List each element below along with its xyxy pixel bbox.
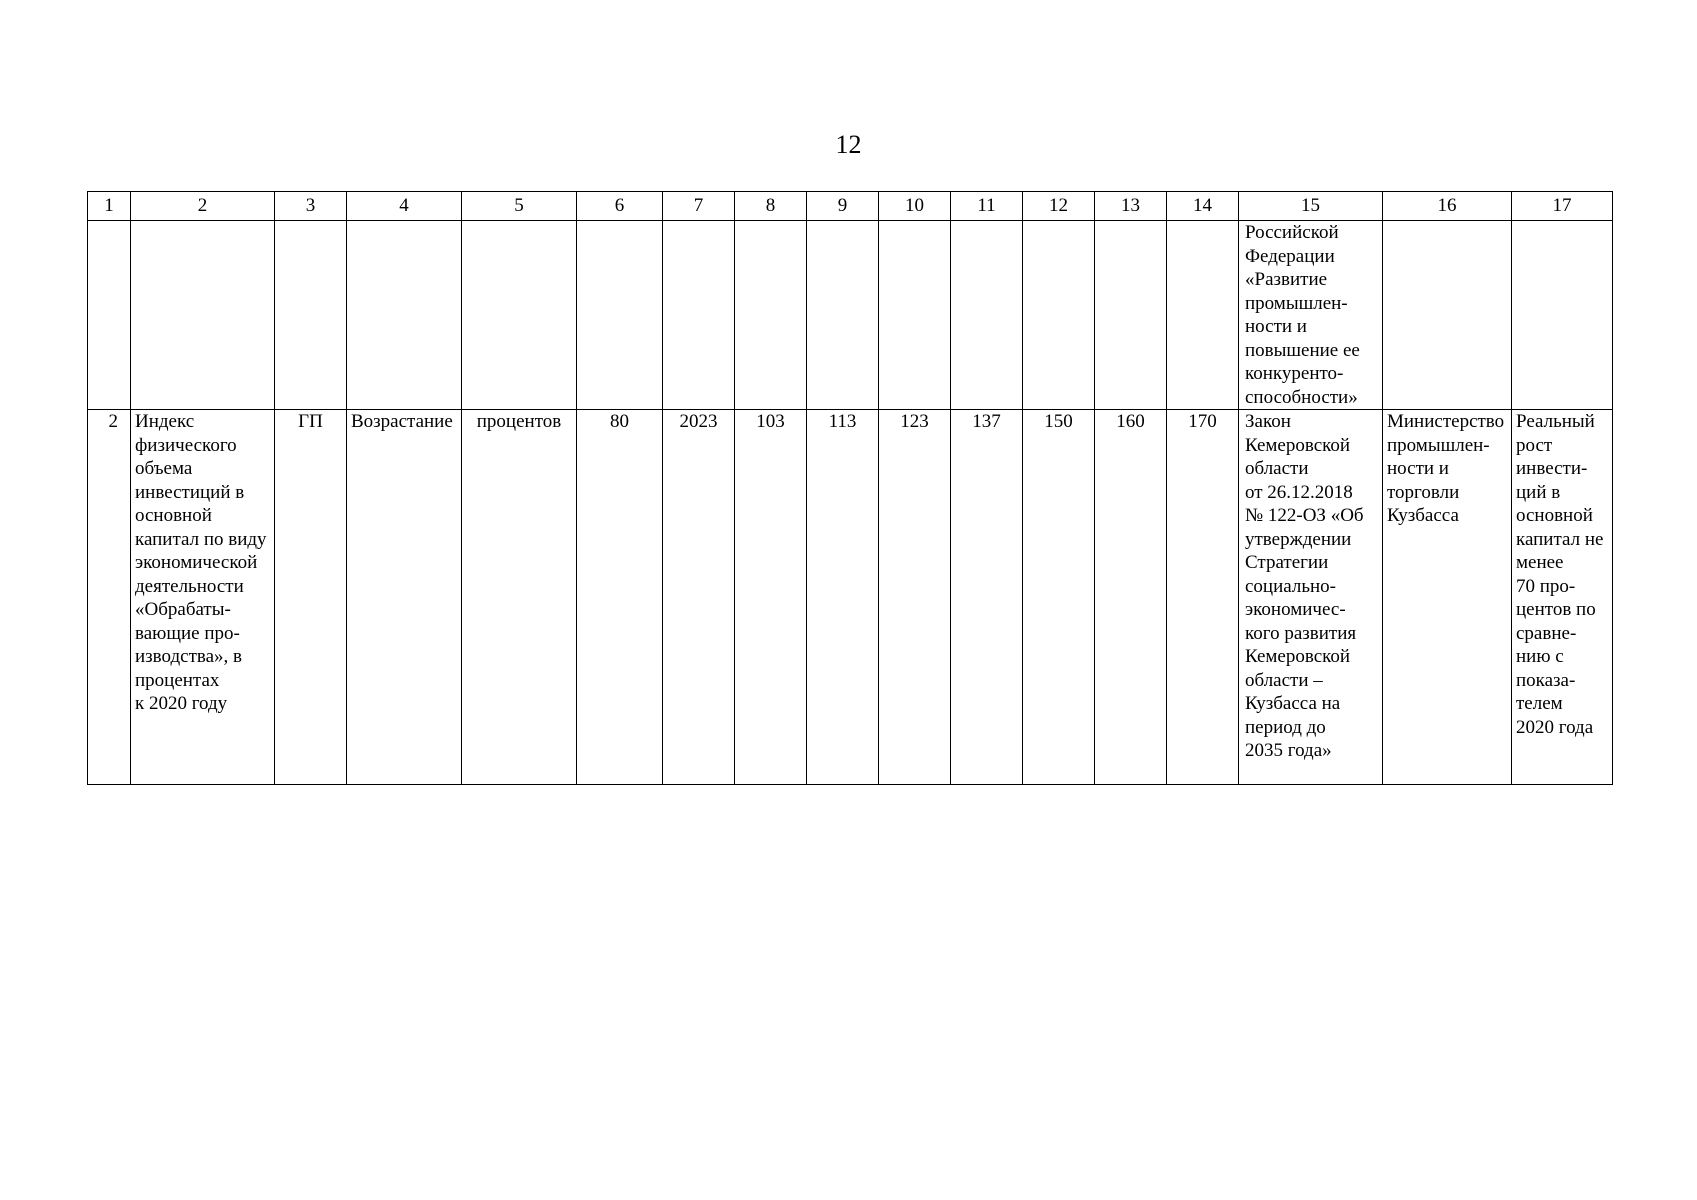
unit-cell: процентов	[462, 410, 577, 785]
table-cell	[275, 221, 347, 410]
table-cell	[131, 221, 275, 410]
table-cell	[951, 221, 1023, 410]
table-cell	[462, 221, 577, 410]
value-cell: 170	[1167, 410, 1239, 785]
base-year-cell: 2023	[663, 410, 735, 785]
column-header: 16	[1383, 192, 1512, 221]
value-cell: 137	[951, 410, 1023, 785]
value-cell: 103	[735, 410, 807, 785]
value-cell: 160	[1095, 410, 1167, 785]
column-header: 14	[1167, 192, 1239, 221]
table-cell	[1383, 221, 1512, 410]
indicator-type-cell: ГП	[275, 410, 347, 785]
table-row	[88, 410, 1613, 785]
table-header-row	[88, 192, 1613, 221]
table-cell	[807, 221, 879, 410]
column-header: 13	[1095, 192, 1167, 221]
column-header: 7	[663, 192, 735, 221]
table-cell	[1095, 221, 1167, 410]
column-header: 17	[1512, 192, 1613, 221]
column-header: 9	[807, 192, 879, 221]
table-cell	[735, 221, 807, 410]
table-row-continuation	[88, 221, 1613, 410]
table-cell	[347, 221, 462, 410]
value-cell: 150	[1023, 410, 1095, 785]
column-header: 6	[577, 192, 663, 221]
page-number: 12	[835, 130, 862, 159]
table-cell	[1512, 221, 1613, 410]
column-header: 11	[951, 192, 1023, 221]
column-header: 15	[1239, 192, 1383, 221]
table-cell	[663, 221, 735, 410]
column-header: 8	[735, 192, 807, 221]
document-cell: Закон Кемеровской области от 26.12.2018 № 122-ОЗ «Об утверждении Стратегии социально- экономичес- кого развития Кемеровской области – Кузбасса на период до 2035 года»	[1239, 410, 1383, 785]
table-cell	[88, 221, 131, 410]
column-header: 4	[347, 192, 462, 221]
column-header: 12	[1023, 192, 1095, 221]
value-cell: 113	[807, 410, 879, 785]
column-header: 2	[131, 192, 275, 221]
column-header: 1	[88, 192, 131, 221]
responsible-cell: Министерство промышлен- ности и торговли Кузбасса	[1383, 410, 1512, 785]
indicators-table	[87, 191, 1613, 785]
indicator-name-cell: Индекс физического объема инвестиций в основной капитал по виду экономической деятельности «Обрабаты- вающие про- изводства», в процентах к 2020 году	[131, 410, 275, 785]
row-number-cell: 2	[88, 410, 131, 785]
base-value-cell: 80	[577, 410, 663, 785]
document-cell-continuation: Российской Федерации «Развитие промышлен- ности и повышение ее конкуренто- способности»	[1239, 221, 1383, 410]
column-header: 10	[879, 192, 951, 221]
result-cell: Реальный рост инвести- ций в основной капитал не менее 70 про- центов по сравне- нию с показа- телем 2020 года	[1512, 410, 1613, 785]
column-header: 5	[462, 192, 577, 221]
direction-cell: Возрастание	[347, 410, 462, 785]
table-cell	[1167, 221, 1239, 410]
column-header: 3	[275, 192, 347, 221]
table-cell	[1023, 221, 1095, 410]
table-cell	[879, 221, 951, 410]
table-cell	[577, 221, 663, 410]
value-cell: 123	[879, 410, 951, 785]
